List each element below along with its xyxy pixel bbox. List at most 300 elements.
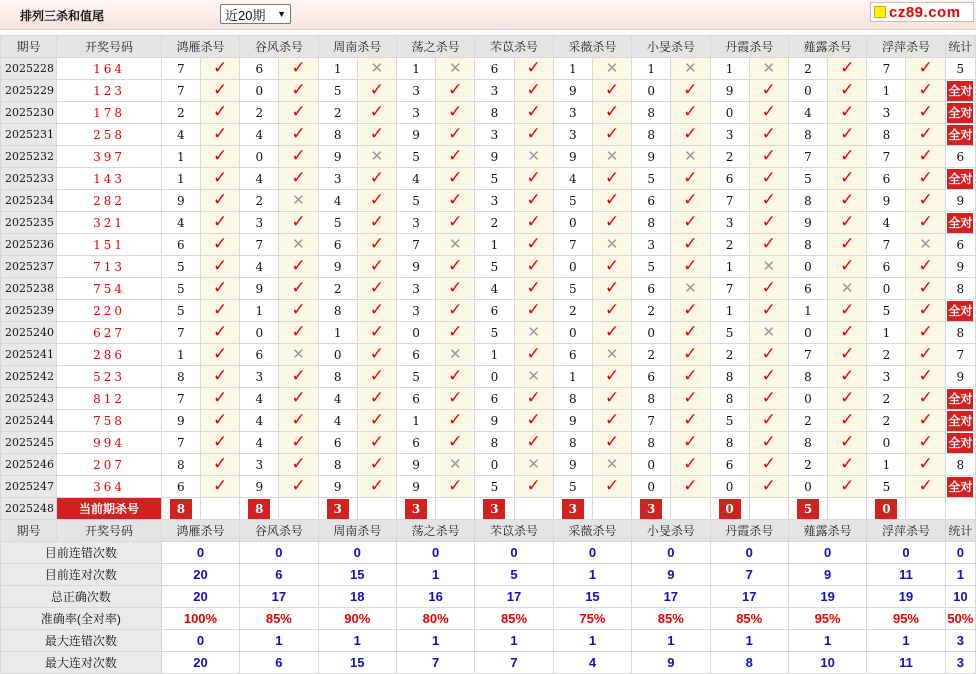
result-cell <box>279 234 318 256</box>
check-icon: ✓ <box>918 256 933 276</box>
kill-digit-cell: 9 <box>396 256 435 278</box>
cross-icon: ✕ <box>762 59 776 77</box>
check-icon: ✓ <box>683 168 698 188</box>
kill-digit-cell: 2 <box>318 278 357 300</box>
kill-digit-cell: 0 <box>475 454 514 476</box>
check-icon: ✓ <box>212 168 228 188</box>
stats-value: 1 <box>396 630 474 652</box>
stats-value: 0 <box>553 542 631 564</box>
result-cell <box>671 146 710 168</box>
result-cell <box>200 322 239 344</box>
cross-icon: ✕ <box>370 147 384 165</box>
check-icon: ✓ <box>448 256 463 276</box>
check-icon: ✓ <box>683 212 698 232</box>
count-cell <box>945 168 975 190</box>
result-cell <box>279 102 318 124</box>
cross-icon: ✕ <box>527 367 540 385</box>
stats-value: 10 <box>788 652 866 674</box>
table-row <box>1 322 976 344</box>
table-row <box>1 58 976 80</box>
check-icon: ✓ <box>369 410 384 430</box>
check-icon: ✓ <box>604 212 620 232</box>
cross-icon: ✕ <box>605 59 619 77</box>
check-icon: ✓ <box>604 322 620 342</box>
kill-digit-cell: 5 <box>396 366 435 388</box>
kill-digit-cell: 4 <box>396 168 435 190</box>
check-icon: ✓ <box>683 454 698 474</box>
kill-digit-cell: 6 <box>396 388 435 410</box>
count-cell: 6 <box>945 234 975 256</box>
period-cell: 2025229 <box>1 80 57 102</box>
result-cell <box>671 102 710 124</box>
check-icon: ✓ <box>918 168 933 188</box>
stats-value: 17 <box>240 586 318 608</box>
table-row <box>1 476 976 498</box>
check-icon: ✓ <box>840 168 855 188</box>
check-icon: ✓ <box>291 80 306 100</box>
stats-value: 9 <box>788 564 866 586</box>
check-icon: ✓ <box>448 190 463 210</box>
check-icon: ✓ <box>212 102 228 122</box>
result-cell <box>514 58 553 80</box>
result-cell <box>200 212 239 234</box>
check-icon: ✓ <box>840 146 855 166</box>
result-cell <box>749 168 788 190</box>
kill-digit-cell: 4 <box>318 190 357 212</box>
check-icon: ✓ <box>604 388 620 408</box>
stats-value: 15 <box>553 586 631 608</box>
kill-number-table <box>0 35 976 674</box>
header-expert: 谷风杀号 <box>240 36 318 58</box>
all-correct-badge: 全对 <box>947 389 973 409</box>
table-row <box>1 410 976 432</box>
kill-digit-cell: 6 <box>318 432 357 454</box>
kill-digit-cell: 9 <box>240 476 279 498</box>
kill-digit-cell: 0 <box>553 256 592 278</box>
result-cell <box>828 410 867 432</box>
cross-icon: ✕ <box>684 147 697 165</box>
check-icon: ✓ <box>918 322 933 342</box>
stats-value: 0 <box>788 542 866 564</box>
result-cell <box>828 432 867 454</box>
check-icon: ✓ <box>918 146 933 166</box>
stats-value: 20 <box>161 586 239 608</box>
period-range-select[interactable] <box>220 4 291 24</box>
count-cell: 6 <box>945 146 975 168</box>
table-row <box>1 168 976 190</box>
kill-digit-cell: 4 <box>867 212 906 234</box>
result-cell <box>436 124 475 146</box>
kill-digit-cell: 1 <box>475 344 514 366</box>
stats-value: 7 <box>396 652 474 674</box>
kill-digit-cell: 3 <box>475 80 514 102</box>
draw-number-cell: 713 <box>57 256 162 278</box>
draw-number-cell: 994 <box>57 432 162 454</box>
check-icon: ✓ <box>761 278 776 298</box>
result-cell <box>200 58 239 80</box>
period-cell: 2025246 <box>1 454 57 476</box>
check-icon: ✓ <box>918 388 933 408</box>
result-cell <box>828 124 867 146</box>
kill-digit-cell: 2 <box>710 234 749 256</box>
result-cell <box>749 256 788 278</box>
result-cell <box>749 366 788 388</box>
kill-digit-cell: 3 <box>318 168 357 190</box>
kill-digit-cell: 2 <box>553 300 592 322</box>
result-cell <box>279 58 318 80</box>
stats-value: 1 <box>788 630 866 652</box>
result-cell <box>357 124 396 146</box>
check-icon: ✓ <box>369 300 384 320</box>
table-row <box>1 190 976 212</box>
period-cell: 2025244 <box>1 410 57 432</box>
stats-value: 100% <box>161 608 239 630</box>
cross-icon: ✕ <box>448 235 462 253</box>
count-cell <box>945 102 975 124</box>
stats-row <box>1 652 976 674</box>
header-period: 期号 <box>1 520 57 542</box>
check-icon: ✓ <box>526 124 541 144</box>
table-row <box>1 366 976 388</box>
result-cell <box>436 234 475 256</box>
current-kill-digit: 3 <box>405 499 427 519</box>
kill-digit-cell: 4 <box>318 388 357 410</box>
count-cell: 8 <box>945 454 975 476</box>
check-icon: ✓ <box>683 476 698 496</box>
check-icon: ✓ <box>918 410 933 430</box>
result-cell <box>906 344 945 366</box>
result-cell <box>828 234 867 256</box>
check-icon: ✓ <box>212 366 228 386</box>
current-blank-cell <box>749 498 788 520</box>
result-cell <box>671 234 710 256</box>
result-cell <box>200 234 239 256</box>
check-icon: ✓ <box>291 212 306 232</box>
result-cell <box>279 168 318 190</box>
check-icon: ✓ <box>369 256 384 276</box>
result-cell <box>671 410 710 432</box>
stats-value: 20 <box>161 564 239 586</box>
check-icon: ✓ <box>840 234 855 254</box>
period-cell: 2025243 <box>1 388 57 410</box>
check-icon: ✓ <box>526 102 541 122</box>
check-icon: ✓ <box>291 256 306 276</box>
kill-digit-cell: 0 <box>710 476 749 498</box>
table-row <box>1 344 976 366</box>
stats-value: 0 <box>710 542 788 564</box>
result-cell <box>357 212 396 234</box>
result-cell <box>279 80 318 102</box>
kill-digit-cell: 9 <box>318 476 357 498</box>
check-icon: ✓ <box>761 410 776 430</box>
cross-icon: ✕ <box>762 257 776 275</box>
result-cell <box>749 388 788 410</box>
result-cell <box>279 212 318 234</box>
header-expert: 浮萍杀号 <box>867 520 945 542</box>
count-cell <box>945 300 975 322</box>
current-blank-cell <box>828 498 867 520</box>
cross-icon: ✕ <box>448 59 462 77</box>
table-row <box>1 278 976 300</box>
result-cell <box>436 432 475 454</box>
result-cell <box>279 322 318 344</box>
check-icon: ✓ <box>683 124 698 144</box>
current-kill-digit: 5 <box>797 499 819 519</box>
draw-number-cell: 523 <box>57 366 162 388</box>
result-cell <box>200 278 239 300</box>
result-cell <box>906 300 945 322</box>
header-count: 统计 <box>945 520 975 542</box>
kill-digit-cell: 6 <box>632 366 671 388</box>
logo-text: cz89.com <box>889 3 961 21</box>
current-blank-cell <box>357 498 396 520</box>
result-cell <box>906 146 945 168</box>
result-cell <box>749 190 788 212</box>
cross-icon: ✕ <box>527 455 540 473</box>
kill-digit-cell: 1 <box>318 322 357 344</box>
stats-label: 目前连错次数 <box>1 542 162 564</box>
check-icon: ✓ <box>212 80 228 100</box>
result-cell <box>357 388 396 410</box>
table-row <box>1 234 976 256</box>
draw-number-cell: 258 <box>57 124 162 146</box>
kill-digit-cell: 1 <box>161 146 200 168</box>
result-cell <box>749 344 788 366</box>
result-cell <box>436 168 475 190</box>
check-icon: ✓ <box>840 344 855 364</box>
all-correct-badge: 全对 <box>947 411 973 431</box>
check-icon: ✓ <box>761 80 776 100</box>
result-cell <box>436 212 475 234</box>
current-kill-cell <box>318 498 357 520</box>
header-count: 统计 <box>945 36 975 58</box>
stats-value: 15 <box>318 652 396 674</box>
period-cell: 2025235 <box>1 212 57 234</box>
table-header-row <box>1 36 976 58</box>
check-icon: ✓ <box>761 366 776 386</box>
kill-digit-cell: 8 <box>553 388 592 410</box>
current-kill-digit: 0 <box>875 499 897 519</box>
kill-digit-cell: 1 <box>788 300 827 322</box>
check-icon: ✓ <box>918 476 933 496</box>
draw-number-cell: 220 <box>57 300 162 322</box>
kill-digit-cell: 2 <box>710 146 749 168</box>
result-cell <box>906 256 945 278</box>
kill-digit-cell: 6 <box>161 476 200 498</box>
kill-digit-cell: 4 <box>240 124 279 146</box>
result-cell <box>200 80 239 102</box>
stats-value: 1 <box>632 630 710 652</box>
check-icon: ✓ <box>918 432 933 452</box>
stats-row <box>1 542 976 564</box>
stats-value: 16 <box>396 586 474 608</box>
kill-digit-cell: 4 <box>553 168 592 190</box>
cross-icon: ✕ <box>292 345 305 363</box>
stats-row <box>1 564 976 586</box>
stats-value: 85% <box>710 608 788 630</box>
kill-digit-cell: 5 <box>632 168 671 190</box>
result-cell <box>749 300 788 322</box>
kill-digit-cell: 8 <box>632 212 671 234</box>
kill-digit-cell: 3 <box>867 102 906 124</box>
kill-digit-cell: 0 <box>553 212 592 234</box>
result-cell <box>749 234 788 256</box>
stats-value: 17 <box>710 586 788 608</box>
kill-digit-cell: 8 <box>867 124 906 146</box>
kill-digit-cell: 5 <box>475 322 514 344</box>
kill-digit-cell: 0 <box>788 476 827 498</box>
result-cell <box>514 344 553 366</box>
table-row <box>1 256 976 278</box>
kill-digit-cell: 3 <box>396 278 435 300</box>
period-cell: 2025234 <box>1 190 57 212</box>
result-cell <box>671 432 710 454</box>
check-icon: ✓ <box>291 300 306 320</box>
check-icon: ✓ <box>526 190 541 210</box>
count-cell <box>945 432 975 454</box>
check-icon: ✓ <box>526 212 541 232</box>
kill-digit-cell: 2 <box>788 58 827 80</box>
check-icon: ✓ <box>604 190 620 210</box>
check-icon: ✓ <box>526 278 541 298</box>
check-icon: ✓ <box>526 168 541 188</box>
check-icon: ✓ <box>212 256 228 276</box>
result-cell <box>671 58 710 80</box>
stats-row <box>1 608 976 630</box>
kill-digit-cell: 6 <box>632 278 671 300</box>
count-cell: 8 <box>945 278 975 300</box>
result-cell <box>279 278 318 300</box>
check-icon: ✓ <box>369 454 384 474</box>
kill-digit-cell: 3 <box>396 300 435 322</box>
result-cell <box>671 256 710 278</box>
current-kill-cell <box>788 498 827 520</box>
check-icon: ✓ <box>212 190 228 210</box>
result-cell <box>514 278 553 300</box>
cross-icon: ✕ <box>527 147 540 165</box>
result-cell <box>671 344 710 366</box>
stats-value: 85% <box>475 608 553 630</box>
kill-digit-cell: 9 <box>161 410 200 432</box>
table-row <box>1 102 976 124</box>
result-cell <box>906 366 945 388</box>
current-period-row <box>1 498 976 520</box>
check-icon: ✓ <box>840 432 855 452</box>
result-cell <box>828 190 867 212</box>
result-cell <box>514 366 553 388</box>
stats-value: 0 <box>396 542 474 564</box>
kill-digit-cell: 0 <box>632 322 671 344</box>
kill-digit-cell: 9 <box>553 454 592 476</box>
kill-digit-cell: 4 <box>240 388 279 410</box>
check-icon: ✓ <box>918 102 933 122</box>
result-cell <box>749 212 788 234</box>
result-cell <box>357 300 396 322</box>
kill-digit-cell: 5 <box>396 190 435 212</box>
kill-digit-cell: 8 <box>475 102 514 124</box>
kill-digit-cell: 3 <box>240 454 279 476</box>
result-cell <box>436 102 475 124</box>
kill-digit-cell: 7 <box>710 190 749 212</box>
check-icon: ✓ <box>840 190 855 210</box>
check-icon: ✓ <box>918 80 933 100</box>
result-cell <box>906 432 945 454</box>
result-cell <box>514 190 553 212</box>
stats-value: 0 <box>867 542 945 564</box>
check-icon: ✓ <box>918 278 933 298</box>
kill-digit-cell: 2 <box>240 190 279 212</box>
current-kill-digit: 3 <box>483 499 505 519</box>
draw-number-cell: 321 <box>57 212 162 234</box>
current-kill-cell <box>553 498 592 520</box>
kill-digit-cell: 1 <box>867 80 906 102</box>
check-icon: ✓ <box>291 432 306 452</box>
stats-value: 1 <box>396 564 474 586</box>
kill-digit-cell: 0 <box>632 454 671 476</box>
kill-digit-cell: 3 <box>632 234 671 256</box>
check-icon: ✓ <box>604 432 620 452</box>
count-cell: 5 <box>945 58 975 80</box>
result-cell <box>514 410 553 432</box>
cross-icon: ✕ <box>448 455 462 473</box>
check-icon: ✓ <box>291 124 306 144</box>
cross-icon: ✕ <box>292 191 305 209</box>
check-icon: ✓ <box>369 322 384 342</box>
kill-digit-cell: 8 <box>710 388 749 410</box>
check-icon: ✓ <box>840 256 855 276</box>
stats-value: 1 <box>475 630 553 652</box>
result-cell <box>279 410 318 432</box>
stats-value: 7 <box>475 652 553 674</box>
check-icon: ✓ <box>918 190 933 210</box>
kill-digit-cell: 7 <box>161 80 200 102</box>
header-expert: 小旻杀号 <box>632 36 710 58</box>
result-cell <box>906 58 945 80</box>
top-bar <box>0 0 976 30</box>
cross-icon: ✕ <box>840 279 854 297</box>
kill-digit-cell: 0 <box>788 256 827 278</box>
result-cell <box>436 300 475 322</box>
kill-digit-cell: 5 <box>161 278 200 300</box>
result-cell <box>828 146 867 168</box>
period-cell: 2025238 <box>1 278 57 300</box>
result-cell <box>514 146 553 168</box>
kill-digit-cell: 5 <box>710 410 749 432</box>
site-logo[interactable] <box>870 2 974 22</box>
stats-value: 19 <box>788 586 866 608</box>
stats-value: 8 <box>710 652 788 674</box>
kill-digit-cell: 6 <box>632 190 671 212</box>
kill-digit-cell: 9 <box>396 476 435 498</box>
kill-digit-cell: 6 <box>161 234 200 256</box>
cross-icon: ✕ <box>684 59 697 77</box>
draw-number-cell: 143 <box>57 168 162 190</box>
kill-digit-cell: 9 <box>396 124 435 146</box>
result-cell <box>357 58 396 80</box>
stats-value: 7 <box>710 564 788 586</box>
current-kill-label: 当前期杀号 <box>57 498 162 520</box>
stats-value: 3 <box>945 652 975 674</box>
current-blank-cell <box>279 498 318 520</box>
stats-value: 11 <box>867 652 945 674</box>
kill-digit-cell: 9 <box>318 256 357 278</box>
check-icon: ✓ <box>369 168 384 188</box>
result-cell <box>357 102 396 124</box>
stats-value: 1 <box>553 564 631 586</box>
kill-digit-cell: 3 <box>396 80 435 102</box>
kill-digit-cell: 5 <box>475 256 514 278</box>
kill-digit-cell: 8 <box>788 366 827 388</box>
